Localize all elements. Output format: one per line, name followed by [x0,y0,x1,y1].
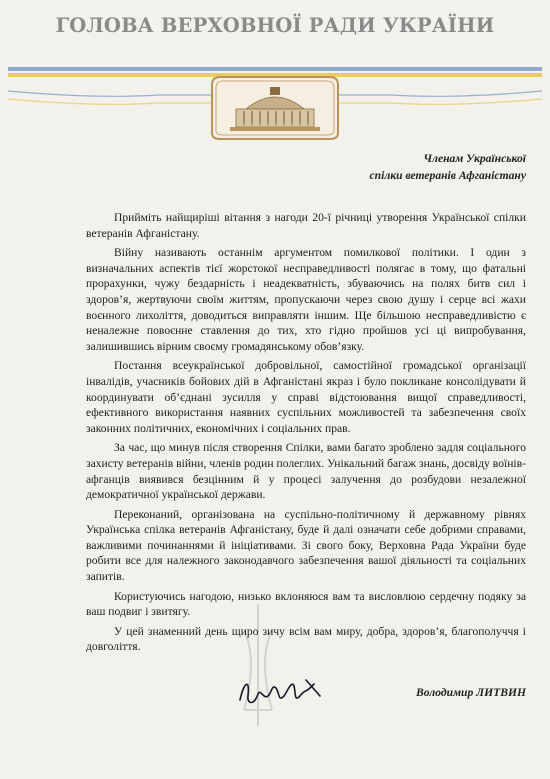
parliament-emblem-icon [8,55,542,141]
handwritten-signature-icon [236,670,336,715]
recipient-block [370,150,527,184]
paragraph-2: Війну називають останнім аргументом помилкової політики. І один з визначальних аспектів тієї жорстокої несправедливості полягає в тому, що фатальні прорахунки, чужу бездарність і неадекватність, збуваючись на полях битв сил і здоров’я, жертвуючи своїм життям, пропускаючи через свою душу і серце всі жахи воєнного лихоліття, доводиться виправляти іншим. Ще більшою несправедливістю є неналежне повоєнне ставлення до тих, хто гідно пройшов усі ці випробування, залишившись вірним своєму громадянському обов’язку. [86,246,526,353]
letterhead-title: ГОЛОВА ВЕРХОВНОЇ РАДИ УКРАЇНИ [55,14,495,37]
paragraph-4: За час, що минув після створення Спілки, вами багато зроблено задля соціального захисту ветеранів війни, членів родин полеглих. Унікальний багаж знань, досвіду воїнів-афганців виявився безцінним й у процесі залучення до розбудови незалежної демократичної української держави. [86,441,526,502]
signer-name: Володимир ЛИТВИН [416,686,526,699]
signature-block [236,670,536,715]
recipient-line-2: спілки ветеранів Афганістану [369,169,526,182]
letter-body [86,210,526,659]
paragraph-1: Прийміть найщиріші вітання з нагоди 20-ї річниці утворення Української спілки ветеранів Афганістану. [86,211,526,240]
paragraph-7: У цей знаменний день щиро зичу всім вам миру, добра, здоров’я, благополуччя і довголіття. [86,624,526,654]
recipient-line-1: Членам Української [423,152,526,165]
paragraph-5: Переконаний, організована на суспільно-політичному й державному рівнях Українська спілка ветеранів Афганістану, буде й далі означати себе добрими справами, важливими починаннями й ініціативами. Зі свого боку, Верховна Рада України буде робити все для належного законодавчого забезпечення вашої діяльності та соціальних запитів. [86,507,526,584]
paragraph-6: Користуючись нагодою, низько вклоняюся вам та висловлюю сердечну подяку за ваш подвиг і звитягу. [86,589,526,619]
paragraph-3: Постання всеукраїнської добровільної, самостійної громадської організації інвалідів, учасників бойових дій в Афганістані якраз і було покликане консолідувати й координувати об’єднані зусилля у справі відстоювання вищої справедливості, ефективного використання наявних суспільних можливостей та забезпечення своїх законних політичних, економічних і соціальних прав. [86,359,526,435]
